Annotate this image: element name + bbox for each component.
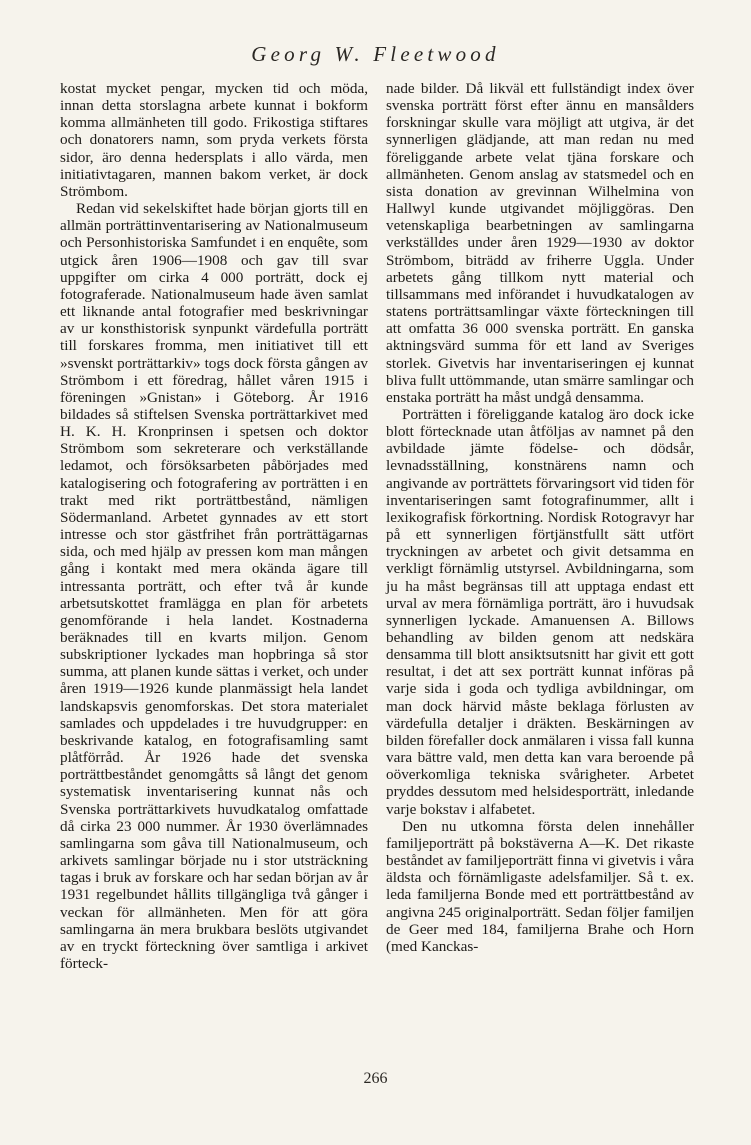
page-number: 266 — [363, 1070, 388, 1087]
left-column — [60, 80, 368, 972]
running-head: Georg W. Fleetwood — [251, 42, 500, 66]
paragraph: Den nu utkomna första delen innehåller familjeporträtt på bokstäverna A—K. Det rikaste beståndet av familjeporträtt finna vi givetvis i våra äldsta och förnämligaste adelsfamiljer. Så t. ex. leda familjerna Bonde med ett porträttbestånd av angivna 245 originalporträtt. Sedan följer familjen de Geer med 184, familjerna Brahe och Horn (med Kanckas- — [386, 817, 694, 955]
right-column — [386, 80, 694, 955]
paragraph: kostat mycket pengar, mycken tid och möda, innan detta storslagna arbete kunnat i bokform komma allmänheten till godo. Frikostiga stiftares och donatorers namn, som pryda verkets första sidor, äro denna hedersplats i allo värda, men initiativtagaren, mannen bakom verket, är dock Strömbom. — [60, 80, 368, 200]
paragraph: Redan vid sekelskiftet hade början gjorts till en allmän porträttinventarisering av Nationalmuseum och Personhistoriska Samfundet i en enquête, som utgick åren 1906—1908 och gav till svar uppgifter om cirka 4 000 porträtt, dock ej fotograferade. Nationalmuseum hade även samlat ett liknande antal fotografier med beskrivningar av ur konsthistorisk synpunkt värdefulla porträtt till forskares fromma, men initiativet till ett »svenskt porträttarkiv» togs dock första gången av Strömbom i ett föredrag, hållet våren 1915 i föreningen »Gnistan» i Göteborg. År 1916 bildades så stiftelsen Svenska porträttarkivet med H. K. H. Kronprinsen i spetsen och doktor Strömbom som sekreterare och verkställande ledamot, och försöksarbeten påbörjades med katalogisering och fotografering av porträtten i en trakt med rikt porträttbestånd, nämligen Södermanland. Arbetet gynnades av ett stort intresse och stor gästfrihet från porträttägarnas sida, och med hjälp av pressen kom man mången gång i kontakt med mera okända ägare till intressanta porträtt, och efter två år kunde arbetsutskottet framlägga en plan för arbetets genomförande i hela landet. Kostnaderna beräknades till en kvarts miljon. Genom subskriptioner lyckades man hopbringa så stor summa, att planen kunde sättas i verket, och under åren 1919—1926 kunde planmässigt hela landet landskapsvis genomforskas. Det stora materialet samlades och uppdelades i tre huvudgrupper: en beskrivande katalog, en fotografisamling samt plåtförråd. År 1926 hade det svenska porträttbeståndet genomgåtts så långt det genom systematisk inventarisering kunnat nås och Svenska porträttarkivets huvudkatalog omfattade då cirka 23 000 nummer. År 1930 överlämnades samlingarna som gåva till Nationalmuseum, och arkivets samlingar började nu i stor utsträckning tagas i bruk av forskare och har sedan början av år 1931 regelbundet hållits tillgängliga två gånger i veckan för allmänheten. Men för att göra samlingarna än mera brukbara beslöts utgivandet av en tryckt förteckning över samtliga i arkivet förteck- — [60, 200, 368, 972]
paragraph: nade bilder. Då likväl ett fullständigt index över svenska porträtt först efter ännu en mansålders forskningar skulle vara möjligt att utgiva, är det synnerligen glädjande, att man redan nu med föreliggande arbete velat tjäna forskare och allmänheten. Genom anslag av statsmedel och en sista donation av grevinnan Wilhelmina von Hallwyl kunde utgivandet möjliggöras. Den vetenskapliga bearbetningen av samlingarna verkställdes under åren 1929—1930 av doktor Strömbom, biträdd av friherre Uggla. Under arbetets gång tillkom nytt material och tillsammans med införandet i huvudkatalogen av statens porträttsamlingar växte förteckningen till att omfatta 36 000 svenska porträtt. En ganska aktningsvärd summa för ett land av Sveriges storlek. Givetvis har inventariseringen ej kunnat bliva fullt uttömmande, utan smärre samlingar och enstaka porträtt ha måst undgå densamma. — [386, 80, 694, 406]
paragraph: Porträtten i föreliggande katalog äro dock icke blott förtecknade utan åtföljas av namnet på den avbildade jämte födelse- och dödsår, levnadsställning, konstnärens namn och angivande av porträttets förvaringsort vid tiden för inventariseringen samt fotografinummer, allt i lexikografisk förkortning. Nordisk Rotogravyr har på ett synnerligen förtjänstfullt sätt utfört tryckningen av arbetet och givit detsamma en verkligt förnämlig utstyrsel. Avbildningarna, som ju ha måst begränsas till att upptaga endast ett urval av mera förnämliga porträtt, äro i huvudsak synnerligen lyckade. Amanuensen A. Billows behandling av bilden genom att nedskära densamma till blott ansiktsutsnitt har givit ett gott resultat, i det att sex porträtt kunnat införas på varje sida i goda och tydliga avbildningar, om man dock härvid måste beklaga förlusten av värdefulla detaljer i dräkten. Beskärningen av bilden förefaller dock anmälaren i vissa fall kunna vara bättre vald, men detta kan vara beroende på oöverkomliga tekniska svårigheter. Arbetet pryddes dessutom med helsidesporträtt, inledande varje bokstav i alfabetet. — [386, 405, 694, 818]
